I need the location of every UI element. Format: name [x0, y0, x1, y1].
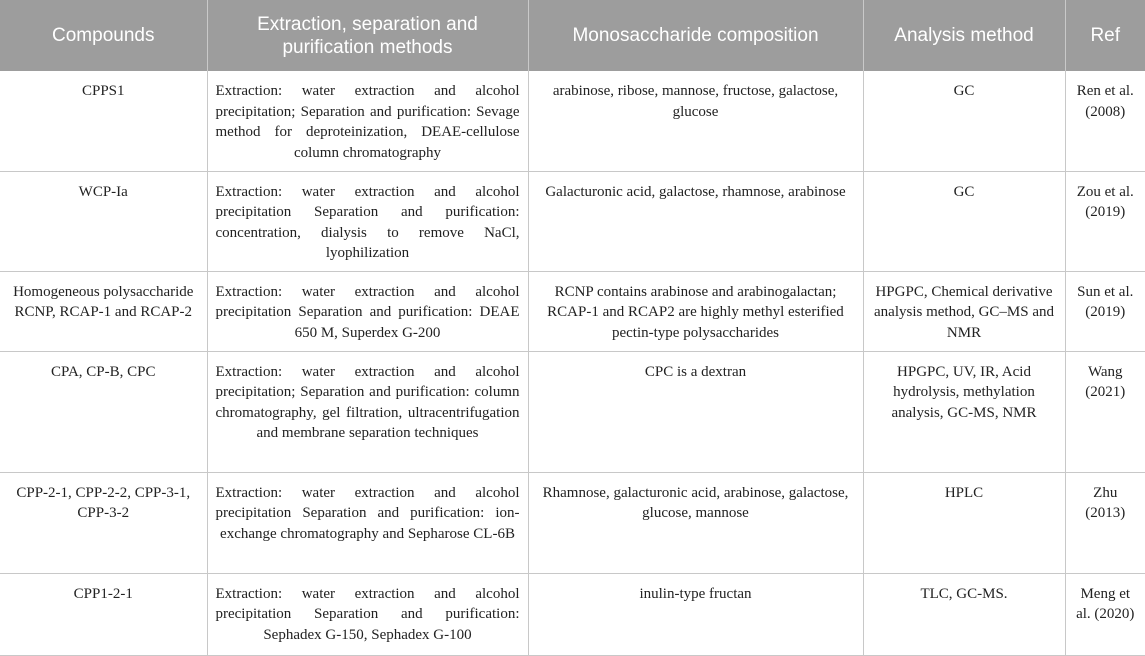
- cell-compounds: Homogeneous polysaccharide RCNP, RCAP-1 and RCAP-2: [0, 271, 207, 351]
- cell-compounds: WCP-Ia: [0, 171, 207, 271]
- header-composition: Monosaccharide composition: [528, 0, 863, 71]
- header-methods: Extraction, separation and purification methods: [207, 0, 528, 71]
- table-row: [0, 71, 1145, 171]
- cell-composition: CPC is a dextran: [528, 351, 863, 472]
- table-row: [0, 351, 1145, 472]
- table-header: [0, 0, 1145, 71]
- header-compounds: Compounds: [0, 0, 207, 71]
- cell-composition: Rhamnose, galacturonic acid, arabinose, galactose, glucose, mannose: [528, 472, 863, 573]
- cell-methods: Extraction: water extraction and alcohol precipitation; Separation and purification: column chromatography, gel filtration, ultracentrifugation and membrane separation techniques: [207, 351, 528, 472]
- cell-methods: Extraction: water extraction and alcohol precipitation Separation and purification: Sephadex G-150, Sephadex G-100: [207, 573, 528, 655]
- cell-methods: Extraction: water extraction and alcohol precipitation Separation and purification: concentration, dialysis to remove NaCl, lyophilization: [207, 171, 528, 271]
- cell-analysis: HPGPC, Chemical derivative analysis method, GC–MS and NMR: [863, 271, 1065, 351]
- cell-analysis: GC: [863, 171, 1065, 271]
- header-analysis: Analysis method: [863, 0, 1065, 71]
- cell-composition: RCNP contains arabinose and arabinogalactan; RCAP-1 and RCAP2 are highly methyl esterified pectin-type polysaccharides: [528, 271, 863, 351]
- cell-ref: Ren et al. (2008): [1065, 71, 1145, 171]
- cell-ref: Zhu (2013): [1065, 472, 1145, 573]
- header-row: [0, 0, 1145, 71]
- cell-methods: Extraction: water extraction and alcohol precipitation Separation and purification: DEAE 650 M, Superdex G-200: [207, 271, 528, 351]
- table-row: [0, 573, 1145, 655]
- cell-compounds: CPP1-2-1: [0, 573, 207, 655]
- table-row: [0, 472, 1145, 573]
- cell-analysis: GC: [863, 71, 1065, 171]
- cell-analysis: TLC, GC-MS.: [863, 573, 1065, 655]
- cell-composition: arabinose, ribose, mannose, fructose, galactose, glucose: [528, 71, 863, 171]
- table-row: [0, 171, 1145, 271]
- cell-compounds: CPA, CP-B, CPC: [0, 351, 207, 472]
- table-row: [0, 271, 1145, 351]
- cell-composition: inulin-type fructan: [528, 573, 863, 655]
- cell-ref: Wang (2021): [1065, 351, 1145, 472]
- cell-compounds: CPP-2-1, CPP-2-2, CPP-3-1, CPP-3-2: [0, 472, 207, 573]
- cell-ref: Sun et al. (2019): [1065, 271, 1145, 351]
- header-ref: Ref: [1065, 0, 1145, 71]
- cell-composition: Galacturonic acid, galactose, rhamnose, arabinose: [528, 171, 863, 271]
- cell-compounds: CPPS1: [0, 71, 207, 171]
- table-body: [0, 71, 1145, 655]
- cell-methods: Extraction: water extraction and alcohol precipitation; Separation and purification: Sevage method for deproteinization, DEAE-cellulose column chromatography: [207, 71, 528, 171]
- cell-ref: Zou et al. (2019): [1065, 171, 1145, 271]
- cell-ref: Meng et al. (2020): [1065, 573, 1145, 655]
- cell-analysis: HPGPC, UV, IR, Acid hydrolysis, methylation analysis, GC-MS, NMR: [863, 351, 1065, 472]
- cell-analysis: HPLC: [863, 472, 1065, 573]
- cell-methods: Extraction: water extraction and alcohol precipitation Separation and purification: ion-exchange chromatography and Sepharose CL-6B: [207, 472, 528, 573]
